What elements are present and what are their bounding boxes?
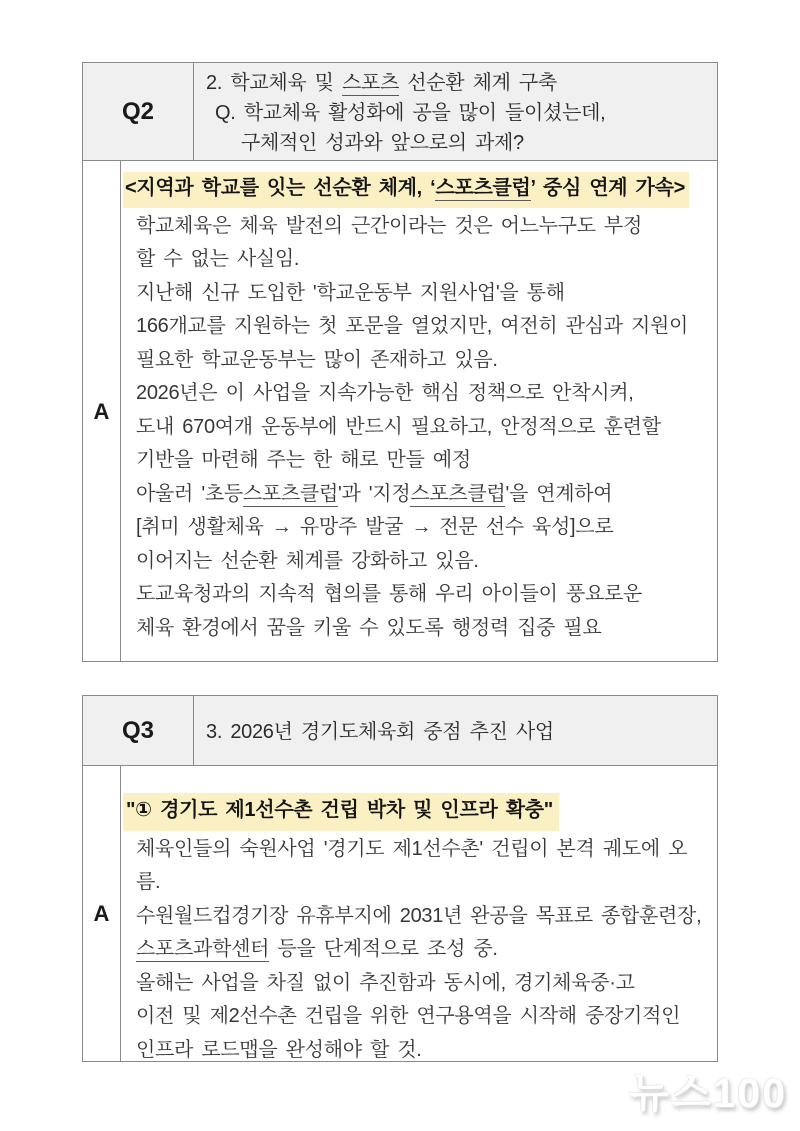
q3-answer-label: A [83, 766, 121, 1062]
q2-answer-line: [취미 생활체육 → 유망주 발굴 → 전문 선수 육성]으로 [136, 516, 614, 538]
q2-question-line-1 [206, 68, 705, 98]
q2-answer-line: 필요한 학교운동부는 많이 존재하고 있음. [136, 348, 498, 371]
q2-rich-u2: 스포츠클럽 [410, 482, 506, 505]
q3-highlight: "① 경기도 제1선수촌 건립 박차 및 인프라 확충" [123, 793, 559, 831]
q2-answer-line: 도내 670여개 운동부에 반드시 필요하고, 안정적으로 훈련할 [136, 415, 661, 438]
q2-answer-line-rich [123, 478, 711, 512]
news100-watermark: 뉴스100 [629, 1070, 787, 1116]
q3-answer-line-rich [123, 933, 711, 967]
q2-answer-line: 2026년은 이 사업을 지속가능한 핵심 정책으로 안착시켜, [136, 382, 634, 404]
qa-table-q2 [82, 62, 718, 662]
q3-highlight-line [123, 793, 711, 831]
q2-rich-p2: '과 '지정 [337, 482, 411, 505]
q2-answer-line: 할 수 없는 사실임. [136, 248, 300, 270]
q2-highlight [123, 172, 689, 208]
q2-question-line-2: Q. 학교체육 활성화에 공을 많이 들이셨는데, [215, 101, 606, 124]
q2-answer-cell [121, 161, 717, 662]
q2-answer-line: 기반을 마련해 주는 한 해로 만들 예정 [136, 449, 471, 471]
q3-answer-cell [121, 766, 717, 1062]
q2-hl-post: ’ 중심 연계 가속> [530, 177, 685, 199]
q2-answer-line: 도교육청과의 지속적 협의를 통해 우리 아이들이 풍요로운 [136, 583, 643, 605]
q2-q1-post: 선순환 체계 구축 [399, 71, 557, 94]
q2-highlight-line [123, 172, 711, 208]
q2-q1-underlined: 스포츠 [341, 71, 400, 94]
q3-rich-p1: 등을 단계적으로 조성 중. [269, 938, 498, 960]
q2-answer-line: 학교체육은 체육 발전의 근간이라는 것은 어느누구도 부정 [136, 214, 643, 237]
q3-question-line-1: 3. 2026년 경기도체육회 중점 추진 사업 [206, 720, 554, 743]
q2-answer-line: 지난해 신규 도입한 '학교운동부 지원사업'을 통해 [136, 281, 565, 304]
q2-label: Q2 [83, 63, 194, 160]
q2-answer-line: 166개교를 지원하는 첫 포문을 열었지만, 여전히 관심과 지원이 [136, 315, 689, 337]
q3-header-row [83, 696, 717, 766]
q2-rich-u1: 스포츠클럽 [242, 482, 338, 505]
q2-hl-underlined: 스포츠클럽 [435, 177, 531, 199]
q2-question-cell [194, 63, 717, 160]
q2-answer-line: 이어지는 선순환 체계를 강화하고 있음. [136, 549, 479, 572]
q3-label: Q3 [83, 696, 194, 765]
q2-answer-row [83, 161, 717, 662]
q3-answer-line: 올해는 사업을 차질 없이 추진함과 동시에, 경기체육중·고 [136, 971, 635, 994]
q3-question-cell [194, 696, 717, 765]
qa-table-q3 [82, 695, 718, 1062]
q3-answer-line: 인프라 로드맵을 완성해야 할 것. [136, 1038, 422, 1061]
q2-header-row [83, 63, 717, 161]
q2-hl-pre: <지역과 학교를 잇는 선순환 체계, ‘ [125, 177, 436, 199]
q3-answer-line: 수원월드컵경기장 유휴부지에 2031년 완공을 목표로 종합훈련장, [136, 904, 702, 927]
q3-answer-line: 이전 및 제2선수촌 건립을 위한 연구용역을 시작해 중장기적인 [136, 1005, 681, 1027]
q3-answer-line: 체육인들의 숙원사업 '경기도 제1선수촌' 건립이 본격 궤도에 오름. [136, 837, 688, 893]
q2-answer-label: A [83, 161, 121, 662]
q2-answer-line: 체육 환경에서 꿈을 키울 수 있도록 행정력 집중 필요 [136, 616, 602, 639]
q2-q1-pre: 2. 학교체육 및 [206, 71, 342, 94]
q2-rich-p1: 아울러 '초등 [136, 482, 243, 505]
q3-answer-row [83, 766, 717, 1062]
q3-rich-u1: 스포츠과학센터 [136, 938, 270, 960]
q2-rich-p3: '을 연계하여 [505, 482, 613, 505]
q2-question-line-3: 구체적인 성과와 앞으로의 과제? [241, 131, 524, 154]
